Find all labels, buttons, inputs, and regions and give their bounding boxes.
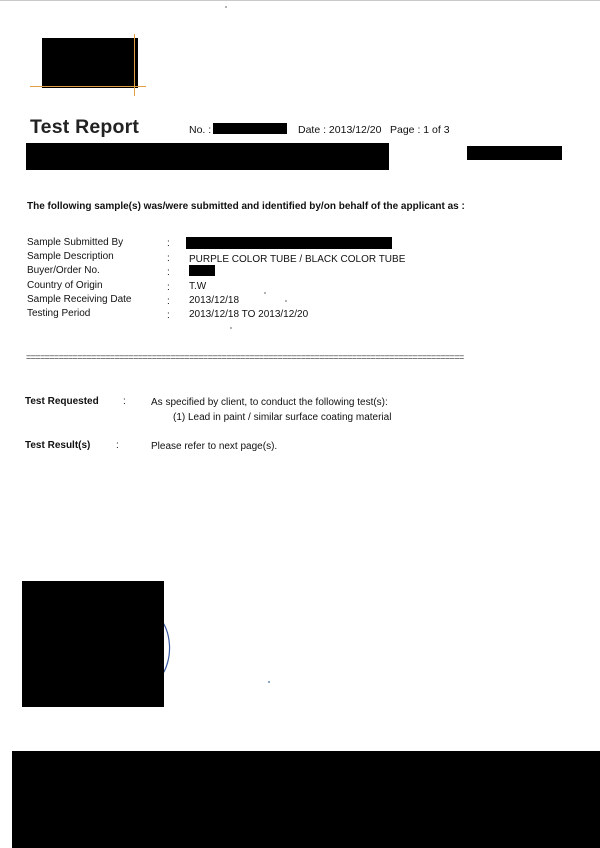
field-value-sample-description: PURPLE COLOR TUBE / BLACK COLOR TUBE (189, 254, 406, 265)
test-requested-text: As specified by client, to conduct the following test(s): (151, 397, 388, 408)
report-date: Date : 2013/12/20 (298, 124, 382, 136)
field-colon: : (167, 296, 170, 307)
field-label-country-of-origin: Country of Origin (27, 280, 103, 291)
page-indicator: Page : 1 of 3 (390, 124, 450, 136)
redacted-report-number (213, 123, 287, 134)
field-value-testing-period: 2013/12/18 TO 2013/12/20 (189, 309, 309, 320)
logo-guide-line (30, 86, 146, 87)
field-colon: : (167, 238, 170, 249)
test-result-colon: : (116, 440, 119, 451)
test-result-label: Test Result(s) (25, 440, 91, 451)
test-requested-item: (1) Lead in paint / similar surface coating material (173, 412, 392, 423)
intro-statement: The following sample(s) was/were submitted and identified by/on behalf of the applicant as : (27, 201, 465, 212)
field-colon: : (167, 310, 170, 321)
redacted-applicant-address (26, 143, 389, 170)
report-number-label: No. : (189, 124, 212, 136)
field-label-sample-description: Sample Description (27, 251, 114, 262)
section-divider: ============================================================================================== (26, 352, 464, 362)
redacted-footer (12, 751, 600, 848)
scan-edge (0, 0, 600, 1)
field-label-buyer-order: Buyer/Order No. (27, 265, 100, 276)
redacted-header-right (467, 146, 562, 160)
field-value-receiving-date: 2013/12/18 (189, 295, 240, 306)
test-requested-colon: : (123, 396, 126, 407)
redacted-logo (42, 38, 138, 88)
field-value-country-of-origin: T.W (189, 281, 207, 292)
field-label-testing-period: Testing Period (27, 308, 91, 319)
scan-speck (230, 327, 232, 329)
field-colon: : (167, 253, 170, 264)
scan-speck (268, 681, 270, 683)
page-title: Test Report (30, 116, 140, 138)
redacted-signature (22, 581, 164, 707)
test-result-text: Please refer to next page(s). (151, 441, 278, 452)
test-requested-label: Test Requested (25, 396, 99, 407)
scan-speck (285, 300, 287, 302)
field-colon: : (167, 267, 170, 278)
redacted-submitted-by (186, 237, 392, 249)
field-label-receiving-date: Sample Receiving Date (27, 294, 132, 305)
field-colon: : (167, 282, 170, 293)
scan-speck (264, 292, 266, 294)
logo-guide-line-vertical (134, 34, 135, 96)
field-label-submitted-by: Sample Submitted By (27, 237, 124, 248)
scan-speck (225, 6, 227, 8)
redacted-buyer-order (189, 265, 215, 276)
